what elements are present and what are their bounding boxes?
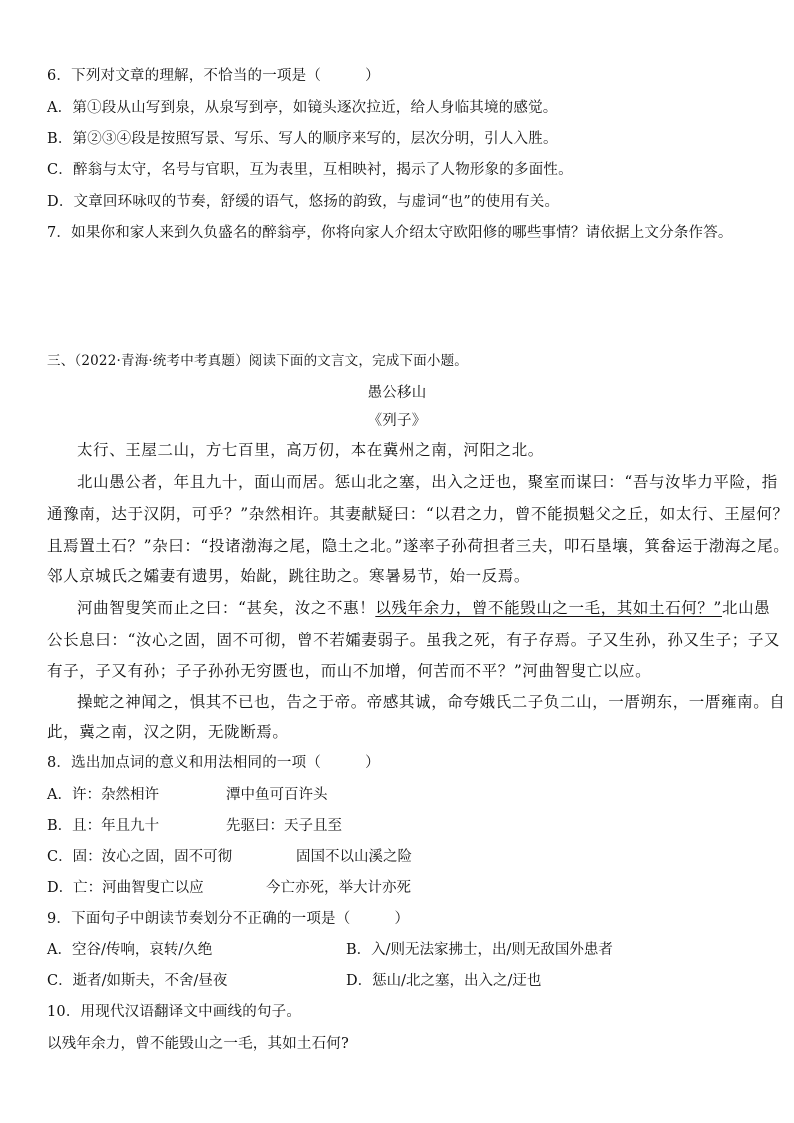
q8-option-a-part2: 潭中鱼可百许头 <box>226 787 328 803</box>
passage-line-2: 北山愚公者，年且九十，面山而居。惩山北之塞，出入之迂也，聚室而谋曰：“吾与汝毕力平险，指 <box>77 473 778 491</box>
q9-stem: 9．下面句子中朗读节奏划分不正确的一项是（ ） <box>47 911 410 927</box>
passage-line-6-end: 北山愚 <box>721 599 771 617</box>
q10-sentence: 以残年余力，曾不能毁山之一毛，其如土石何? <box>47 1036 349 1052</box>
section3-heading: 三、（2022·青海·统考中考真题）阅读下面的文言文，完成下面小题。 <box>47 353 468 369</box>
underlined-sentence: 以残年余力，曾不能毁山之一毛，其如土石何？” <box>375 599 722 617</box>
q6-stem: 6．下列对文章的理解，不恰当的一项是（ ） <box>47 68 380 84</box>
q6-option-b: B．第②③④段是按照写景、写乐、写人的顺序来写的，层次分明，引人入胜。 <box>47 131 558 147</box>
passage-line-10: 此，冀之南，汉之阴，无陇断焉。 <box>47 723 289 741</box>
passage-line-3: 通豫南，达于汉阴，可乎？”杂然相许。其妻献疑曰：“以君之力，曾不能损魁父之丘，如太行、王屋何？ <box>47 505 789 523</box>
passage-line-8: 有子，子又有孙；子子孙孙无穷匮也，而山不加增，何苦而不平？”河曲智叟亡以应。 <box>47 662 652 680</box>
q6-option-c: C．醉翁与太守，名号与官职，互为表里，互相映衬，揭示了人物形象的多面性。 <box>47 162 573 178</box>
q8-option-c-part2: 固国不以山溪之险 <box>296 849 412 865</box>
passage-line-6-start: 河曲智叟笑而止之曰：“甚矣，汝之不惠！ <box>77 599 376 617</box>
passage-title: 愚公移山 <box>367 385 427 401</box>
q6-option-a: A．第①段从山写到泉，从泉写到亭，如镜头逐次拉近，给人身临其境的感觉。 <box>47 100 558 116</box>
passage-author: 《列子》 <box>367 413 427 429</box>
passage-line-9: 操蛇之神闻之，惧其不已也，告之于帝。帝感其诚，命夸娥氏二子负二山，一厝朔东，一厝雍南。自 <box>77 693 786 711</box>
passage-line-1: 太行、王屋二山，方七百里，高万仞，本在冀州之南，河阳之北。 <box>77 441 544 459</box>
q9-option-a: A．空谷/传响，哀转/久绝 <box>47 942 213 958</box>
q10-stem: 10．用现代汉语翻译文中画线的句子。 <box>47 1004 302 1020</box>
passage-line-7: 公长息曰：“汝心之固，固不可彻，曾不若孀妻弱子。虽我之死，有子存焉。子又生孙，孙又生子；子又 <box>47 631 781 649</box>
q8-option-d-part2: 今亡亦死，举大计亦死 <box>266 880 411 896</box>
passage-line-4: 且焉置土石？”杂曰：“投诸渤海之尾，隐土之北。”遂率子孙荷担者三夫，叩石垦壤，箕畚运于渤海之尾。 <box>47 537 790 555</box>
q9-option-d: D．惩山/北之塞，出入之/迂也 <box>346 973 542 989</box>
q6-option-d: D．文章回环咏叹的节奏，舒缓的语气，悠扬的韵致，与虚词“也”的使用有关。 <box>47 194 560 210</box>
q9-option-c: C．逝者/如斯夫，不舍/昼夜 <box>47 973 228 989</box>
q7-stem: 7．如果你和家人来到久负盛名的醉翁亭，你将向家人介绍太守欧阳修的哪些事情？请依据上文分条作答。 <box>47 225 733 241</box>
q9-option-b: B．入/则无法家拂士，出/则无敌国外患者 <box>346 942 613 958</box>
q8-option-b-part2: 先驱曰：天子且至 <box>226 818 342 834</box>
passage-line-5: 邻人京城氏之孀妻有遗男，始龀，跳往助之。寒暑易节，始一反焉。 <box>47 567 531 585</box>
q8-option-a-part1: A．许：杂然相许 <box>47 787 159 803</box>
q8-option-c-part1: C．固：汝心之固，固不可彻 <box>47 849 233 865</box>
q8-option-d-part1: D．亡：河曲智叟亡以应 <box>47 880 204 896</box>
q8-option-b-part1: B．且：年且九十 <box>47 818 160 834</box>
q8-stem: 8．选出加点词的意义和用法相同的一项（ ） <box>47 755 380 771</box>
passage-line-6 <box>77 598 770 618</box>
